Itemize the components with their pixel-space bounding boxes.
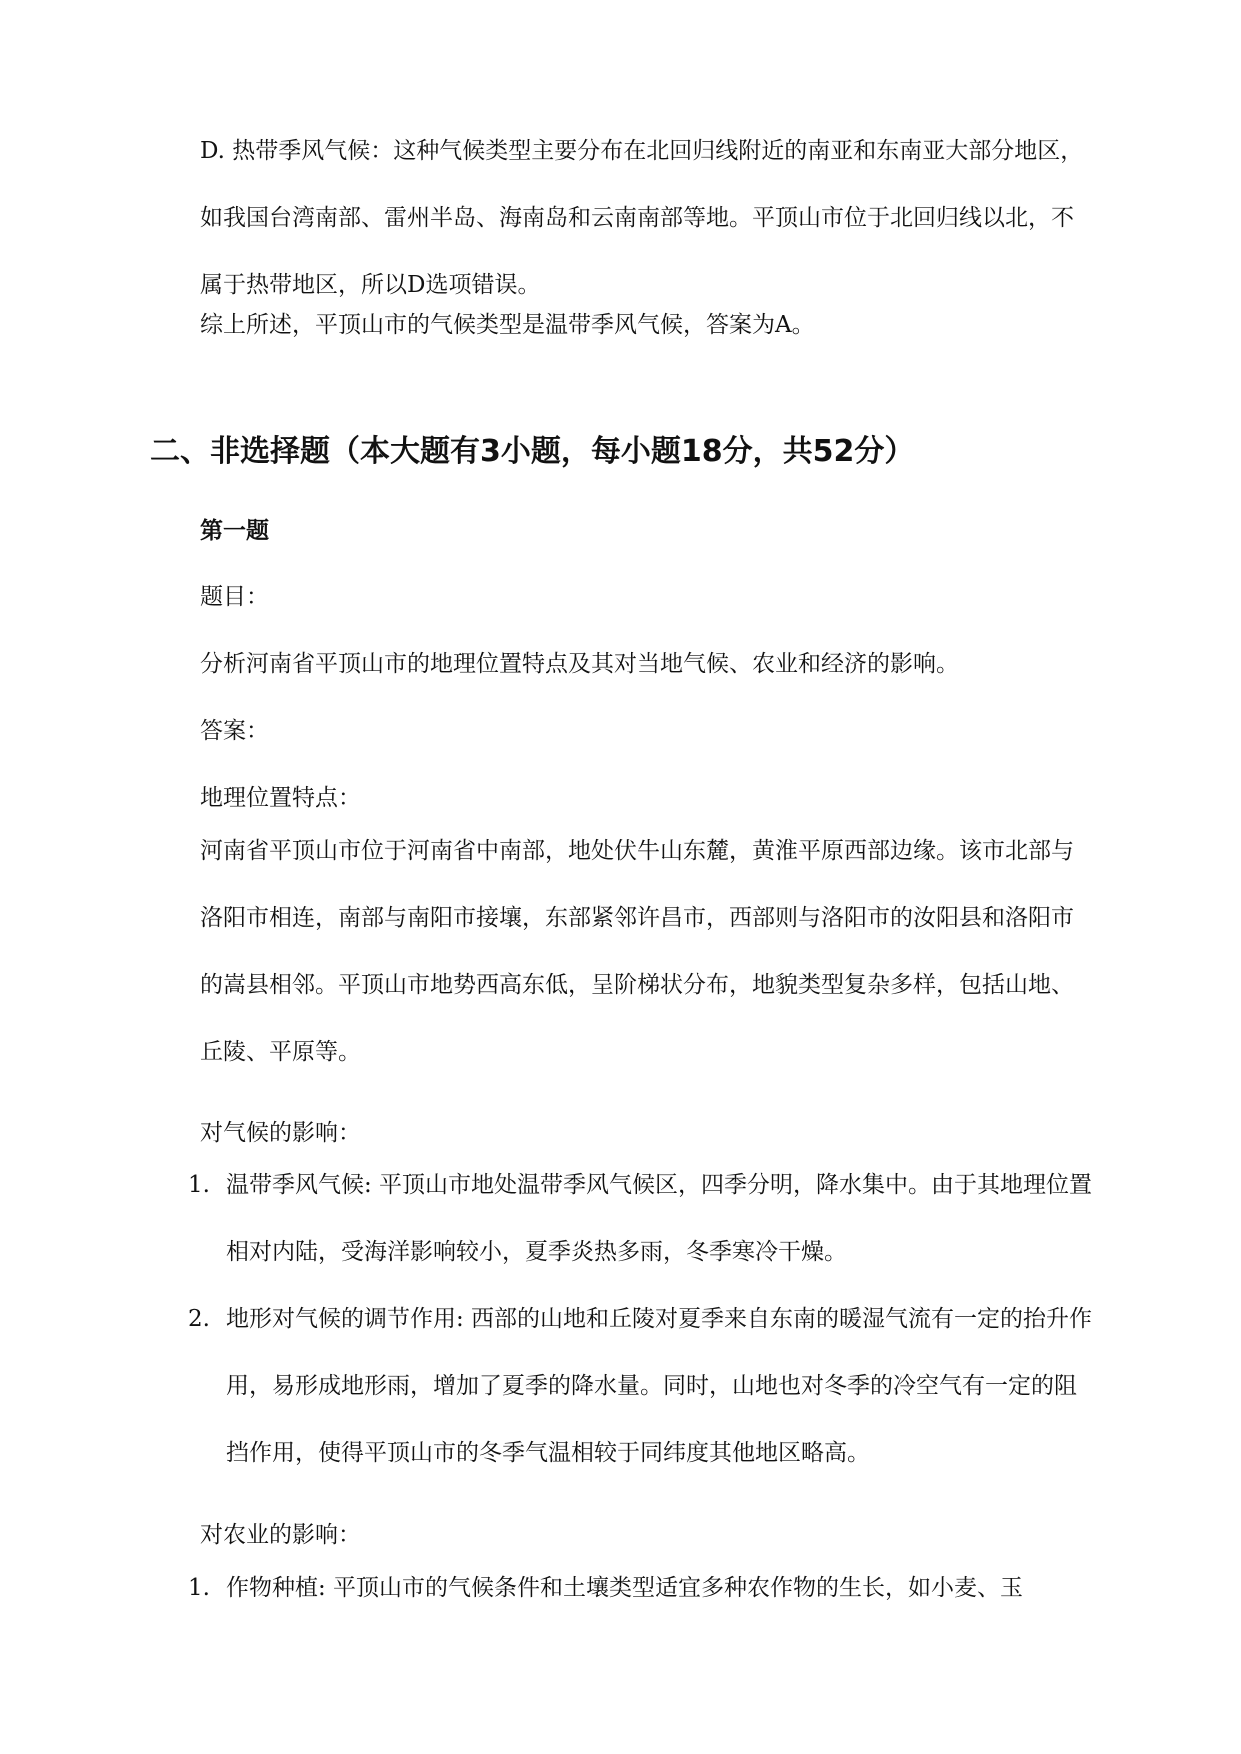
list-item-text: 温带季风气候: 平顶山市地处温带季风气候区，四季分明，降水集中。由于其地理位置相对内陆，受海洋影响较小，夏季炎热多雨，冬季寒冷干燥。 — [226, 1172, 1093, 1265]
climate-list-item — [188, 1152, 1093, 1286]
location-label: 地理位置特点： — [200, 785, 361, 811]
list-number: 2. — [188, 1306, 210, 1332]
section-title: 二、非选择题（本大题有3小题，每小题18分，共52分） — [150, 434, 915, 469]
list-number: 1. — [188, 1172, 210, 1198]
topic-text: 分析河南省平顶山市的地理位置特点及其对当地气候、农业和经济的影响。 — [200, 651, 959, 677]
topic-label: 题目： — [200, 584, 269, 610]
location-paragraph: 河南省平顶山市位于河南省中南部，地处伏牛山东麓，黄淮平原西部边缘。该市北部与洛阳市相连，南部与南阳市接壤，东部紧邻许昌市，西部则与洛阳市的汝阳县和洛阳市的嵩县相邻。平顶山市地势西高东低，呈阶梯状分布，地貌类型复杂多样，包括山地、丘陵、平原等。 — [200, 838, 1074, 1065]
agriculture-label: 对农业的影响： — [200, 1522, 361, 1548]
summary-paragraph: 综上所述，平顶山市的气候类型是温带季风气候，答案为A。 — [200, 312, 815, 338]
option-d-paragraph: D. 热带季风气候：这种气候类型主要分布在北回归线附近的南亚和东南亚大部分地区，如我国台湾南部、雷州半岛、海南岛和云南南部等地。平顶山市位于北回归线以北，不属于热带地区，所以D选项错误。 — [200, 138, 1084, 298]
climate-label: 对气候的影响： — [200, 1120, 361, 1146]
list-item-text: 地形对气候的调节作用: 西部的山地和丘陵对夏季来自东南的暖湿气流有一定的抬升作用，易形成地形雨，增加了夏季的降水量。同时，山地也对冬季的冷空气有一定的阻挡作用，使得平顶山市的冬季气温相较于同纬度其他地区略高。 — [226, 1306, 1093, 1466]
agriculture-list-item — [188, 1555, 1093, 1622]
list-item-text: 作物种植: 平顶山市的气候条件和土壤类型适宜多种农作物的生长，如小麦、玉 — [226, 1575, 1024, 1601]
answer-label: 答案： — [200, 718, 269, 744]
list-number: 1. — [188, 1575, 210, 1601]
question-heading: 第一题 — [200, 518, 269, 544]
climate-list-item — [188, 1286, 1093, 1487]
